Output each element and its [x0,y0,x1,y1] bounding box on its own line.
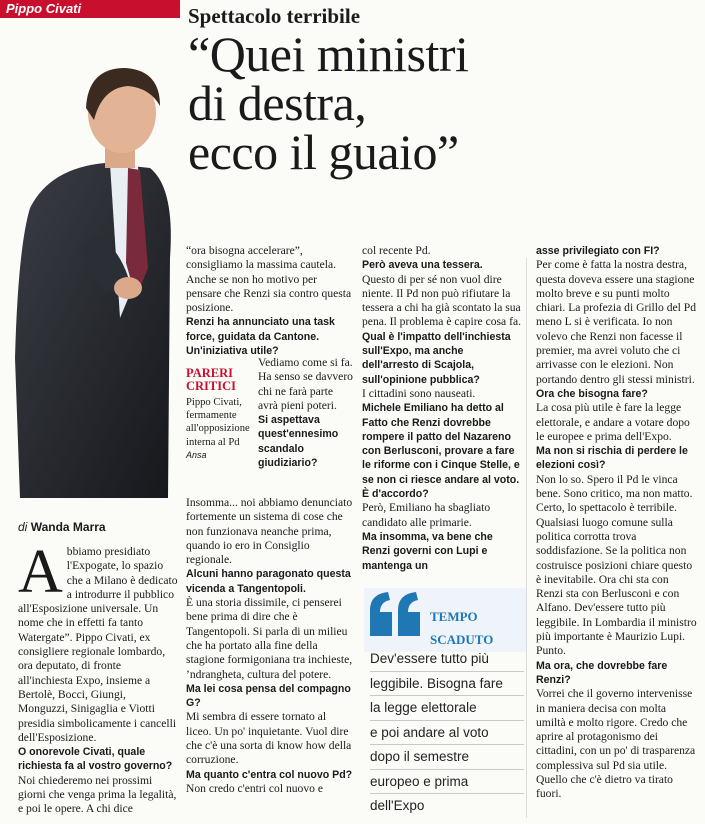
quote-line: dopo il semestre [370,745,524,770]
col2-answer-3: È una storia dissimile, ci penserei bene prima di dire che è Tangentopoli. Si parla di un milieu che ha portato alla fine della stagione formigoniana tra inchieste, ’ndrangheta, cultura del potere. [186,596,353,681]
quote-line: dell'Expo [370,798,425,813]
caption-title-line-1: PARERI [186,366,233,380]
quote-box-title [430,605,493,651]
column-divider [526,258,527,818]
col2-question-3: Alcuni hanno paragonato questa vicenda a Tangentopoli. [186,568,351,595]
col3-question-4: Ma insomma, va bene che Renzi governi con Lupi e mantenga un [362,530,493,572]
col1-paragraph-1: bbiamo presidiato l'Expogate, lo spazio che a Milano è dedicato a introdurre il pubblico all'Esposizione universale. Un nome che in effetti fa tanto Watergate”. Pippo Civati, ex consigliere regionale lombardo, ora deputato, di fronte all'inchiesta Expo, insieme a Bertolè, Bocci, Giungi, Monguzzi, Sinigaglia e Viotti presidia simbolicamente i cancelli dell'Esposizione. [18,545,178,744]
col3-question-1: Però aveva una tessera. [362,259,483,272]
col4-answer-2: La cosa più utile è fare la legge elettorale, e andare a votare dopo le europee e prima dell'Expo. [536,401,690,443]
col4-answer-1: Per come è fatta la nostra destra, questa doveva essere una stagione molto breve e su punti molto chiari. La profezia di Grillo del Pd meno L si è verificata. Io non volevo che Renzi non facesse il premier, ma avrei voluto che ci arrivasse con le elezioni. Non portando dentro gli stessi ministri. [536,258,697,386]
quote-line: la legge elettorale [370,696,524,721]
col2-answer-1: Vediamo come si fa. Ha senso se davvero chi ne farà parte avrà pieni poteri. [258,356,353,412]
col4-question-3: Ma non si rischia di perdere le elezioni così? [536,445,688,472]
quote-line: e poi andare al voto [370,721,524,746]
quote-line: europeo e prima [370,770,524,795]
col4-question-2: Ora che bisogna fare? [536,387,648,400]
caption-body [186,396,252,462]
col3-answer-3: Però, Emiliano ha sbagliato candidato alle primarie. [362,501,491,529]
quote-line: leggibile. Bisogna fare [370,672,524,697]
headline-line-3: ecco il guaio” [188,124,459,180]
col2-answer-2: Insomma... noi abbiamo denunciato fortemente un sistema di cose che non funzionava neanche prima, quando io ero in Consiglio regionale. [186,496,353,567]
column-2-side [258,356,354,470]
col2-answer-4: Mi sembra di essere tornato al liceo. Un po' inquietante. Vuol dire che c'è una sorta di know how della corruzione. [186,710,352,767]
quote-box-text [370,647,524,818]
col2-question-5: Ma quanto c'entra col nuovo Pd? [186,768,353,781]
col2-question-2: Si aspettava quest'ennesimo scandalo giudiziario? [258,414,339,470]
quote-box-title-line-2: SCADUTO [430,632,494,647]
photo-credit: Ansa [186,449,207,460]
author-name-tag: Pippo Civati [0,0,180,18]
col3-answer-2: I cittadini sono nauseati. [362,386,476,400]
col4-question-1: asse privilegiato con FI? [536,245,660,257]
byline-prefix: di [18,520,28,534]
col3-paragraph-1: col recente Pd. [362,244,431,257]
col1-question-1: O onorevole Civati, quale richiesta fa al vostro governo? [18,746,173,773]
byline-author: Wanda Marra [30,520,106,534]
column-3 [362,244,522,573]
col4-answer-3: Non lo so. Spero il Pd le vinca bene. Sono critico, ma non matto. Certo, lo spettacolo è terribile. Qualsiasi luogo comune sulla politica corrotta trova soddisfazione. Se la politica non costruisce posizioni chiare questo è inevitabile. Ora chi sta con Renzi sta con Berlusconi e con Alfano. Dev'essere tutto più leggibile. In Lombardia il ministro più importante è Maurizio Lupi. Punto. [536,472,697,658]
byline [18,520,106,534]
col2-paragraph-1: “ora bisogna accelerare”, consigliamo la massima cautela. Anche se non ho motivo per pensare che Renzi sia contro questa posizione. [186,244,352,315]
col3-question-2: Qual è l'impatto dell'inchiesta sull'Expo, ma anche dell'arresto di Scajola, sull'opinione pubblica? [362,330,511,386]
caption-text: Pippo Civati, fermamente all'opposizione interna al Pd [186,397,250,448]
col3-question-3: Michele Emiliano ha detto al Fatto che Renzi dovrebbe rompere il patto del Nazareno con Berlusconi, provare a fare le riforme con i Cinque Stelle, e se non ci riesce andare al voto. È d'accordo? [362,402,520,501]
column-4 [536,244,698,802]
caption-title [186,367,236,393]
headline-line-2: di destra, [188,75,367,131]
col1-answer-1: Noi chiederemo nei prossimi giorni che venga prima la legalità, e poi le opere. A chi dice [18,773,177,816]
column-2-bottom [186,496,354,796]
col3-answer-1: Questo di per sé non vuol dire niente. Il Pd non può rifiutare la tessera a chi ha già scontato la sua pena. Il problema è capire cosa fa. [362,272,522,329]
caption-title-line-2: CRITICI [186,379,237,393]
drop-cap: A [18,538,63,606]
column-2-top [186,244,354,358]
portrait-photo [10,58,185,498]
col2-answer-5: Non credo c'entri col nuovo e [186,781,323,795]
headline-line-1: “Quei ministri [188,26,469,82]
headline [188,26,698,180]
col2-question-1: Renzi ha annunciato una task force, guidata da Cantone. Un'iniziativa utile? [186,316,335,358]
column-1 [18,538,178,817]
col2-question-4: Ma lei cosa pensa del compagno G? [186,682,351,710]
quote-line: Dev'essere tutto più [370,647,524,672]
col4-answer-4: Vorrei che il governo intervenisse in maniera decisa con molta umiltà e molto rigore. Credo che aprire al protagonismo dei cittadini, con un po' di trasparenza complessiva sul Pd sia utile. Quello che c'è dietro va tirato fuori. [536,687,696,801]
kicker: Spettacolo terribile [188,4,361,28]
col4-question-4: Ma ora, che dovrebbe fare Renzi? [536,659,668,686]
quote-box-title-line-1: TEMPO [430,609,478,624]
